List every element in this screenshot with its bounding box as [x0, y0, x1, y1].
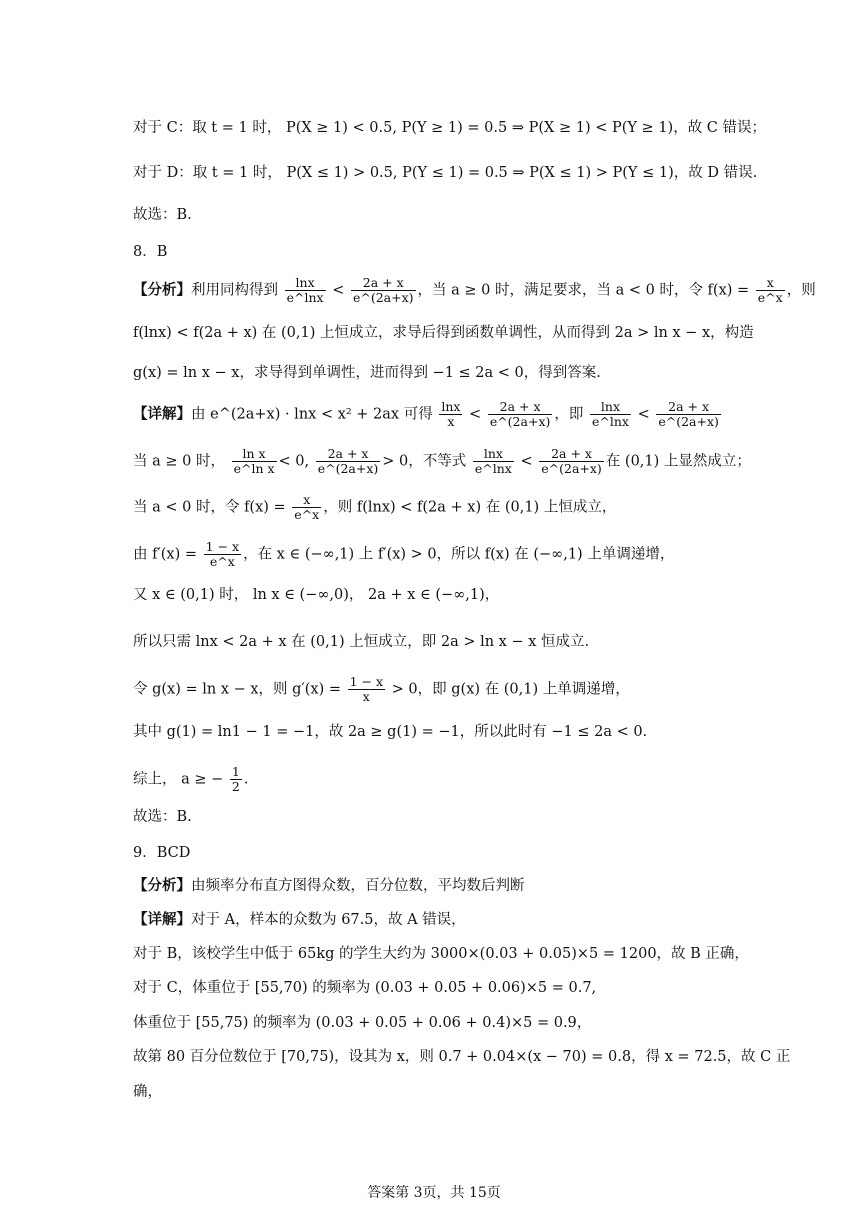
- text: ，当 a ≥ 0 时，满足要求，当 a < 0 时，令 f(x) =: [417, 282, 750, 299]
- q8-detail-2: [133, 447, 751, 476]
- fraction: $\frac{\ln x}{x}$: [441, 399, 461, 429]
- fraction: $\frac{2a + x}{e\^{}(2a+x)}$: [352, 275, 414, 305]
- q8-detail-5: 又 x ∈ (0,1) 时， ln x ∈ (−∞,0)， 2a + x ∈ (−∞,1)，: [133, 587, 500, 603]
- fraction: $\frac{x}{e\^{}x}$: [294, 492, 320, 522]
- q9-heading: 9．BCD: [133, 845, 191, 861]
- q9-c-2: 体重位于 [55,75) 的频率为 (0.03 + 0.05 + 0.06 + 0.4)×5 = 0.9，: [133, 1015, 592, 1031]
- text: ，不等式: [408, 453, 467, 470]
- fraction: $\frac{1 - x}{x}$: [349, 674, 384, 704]
- text: > 0: [382, 453, 409, 470]
- text: ，在 x ∈ (−∞,1) 上 f′(x) > 0，所以 f(x) 在 (−∞,1) 上单调递增，: [243, 546, 675, 563]
- text: 在 (0,1) 上显然成立；: [605, 453, 751, 470]
- line-d: 对于 D：取 t = 1 时， P(X ≤ 1) > 0.5, P(Y ≤ 1) = 0.5 ⇒ P(X ≤ 1) > P(Y ≤ 1)，故 D 错误.: [133, 165, 758, 181]
- q8-detail: [133, 400, 723, 429]
- fraction: $\frac{2a + x}{e\^{}(2a+x)}$: [317, 446, 379, 476]
- fraction: $\frac{2a + x}{e\^{}(2a+x)}$: [489, 399, 551, 429]
- text: ，则: [786, 282, 816, 299]
- page-footer: 答案第 3页，共 15页: [367, 1185, 501, 1201]
- text: ，即: [554, 406, 584, 423]
- text: <: [469, 406, 482, 423]
- text: 对于 A，样本的众数为 67.5，故 A 错误，: [191, 912, 466, 928]
- q9-c-4: 确，: [133, 1084, 162, 1100]
- q8-analysis-2: f(lnx) < f(2a + x) 在 (0,1) 上恒成立，求导后得到函数单调性，从而得到 2a > ln x − x，构造: [133, 325, 754, 341]
- q8-detail-4: [133, 540, 674, 569]
- detail-label: 【详解】: [133, 911, 191, 928]
- analysis-label: 【分析】: [133, 877, 191, 894]
- fraction: $\frac{2a + x}{e\^{}(2a+x)}$: [658, 399, 719, 429]
- text: 综上， a ≥ −: [133, 771, 224, 788]
- fraction: $\frac{1}{2}$: [231, 764, 240, 794]
- text: 令 g(x) = ln x − x，则 g′(x) =: [133, 681, 341, 698]
- text: 当 a < 0 时，令 f(x) =: [133, 499, 286, 516]
- q8-detail-7: [133, 675, 630, 704]
- q8-analysis: [133, 276, 816, 305]
- fraction: $\frac{1 - x}{e\^{}x}$: [205, 539, 240, 569]
- fraction: $\frac{2a + x}{e\^{}(2a+x)}$: [541, 446, 602, 476]
- fraction: $\frac{\ln x}{e\^{}\ln x}$: [591, 399, 629, 429]
- q9-b: 对于 B，该校学生中低于 65kg 的学生大约为 3000×(0.03 + 0.05)×5 = 1200，故 B 正确，: [133, 946, 749, 962]
- q8-conclusion: [133, 765, 248, 794]
- text: > 0，即 g(x) 在 (0,1) 上单调递增，: [391, 681, 630, 698]
- q8-detail-8: 其中 g(1) = ln1 − 1 = −1，故 2a ≥ g(1) = −1，所以此时有 −1 ≤ 2a < 0.: [133, 724, 648, 740]
- text: < 0,: [278, 453, 310, 470]
- text: 利用同构得到: [191, 282, 278, 299]
- q9-analysis: [133, 876, 525, 896]
- text: <: [637, 406, 650, 423]
- q8-heading: 8．B: [133, 244, 168, 260]
- answer-7: 故选：B.: [133, 207, 192, 223]
- q9-c-3: 故第 80 百分位数位于 [70,75)，设其为 x，则 0.7 + 0.04×(x − 70) = 0.8，得 x = 72.5，故 C 正: [133, 1049, 791, 1065]
- analysis-label: 【分析】: [133, 281, 191, 299]
- text: .: [243, 771, 249, 788]
- q9-detail: [133, 910, 466, 930]
- q8-analysis-3: g(x) = ln x − x，求导得到单调性，进而得到 −1 ≤ 2a < 0，得到答案.: [133, 365, 601, 381]
- detail-label: 【详解】: [133, 405, 191, 423]
- fraction: $\frac{\ln x}{e\^{}\ln x}$: [286, 275, 324, 305]
- text: <: [332, 282, 345, 299]
- text: 当 a ≥ 0 时，: [133, 453, 225, 470]
- text: 由频率分布直方图得众数，百分位数，平均数后判断: [191, 878, 525, 894]
- text: 由 e^(2a+x) · lnx < x² + 2ax 可得: [191, 406, 433, 423]
- answer-8: 故选：B.: [133, 809, 192, 825]
- fraction: $\frac{x}{e\^{}x}$: [757, 275, 783, 305]
- text: ，则 f(lnx) < f(2a + x) 在 (0,1) 上恒成立，: [323, 499, 617, 516]
- fraction: $\frac{\text{ln x}}{\text{e\textasciicircum{}ln x}}$: [233, 446, 275, 476]
- q8-detail-3: [133, 493, 616, 522]
- fraction: $\frac{\ln x}{e\^{}\ln x}$: [474, 446, 512, 476]
- q8-detail-6: 所以只需 lnx < 2a + x 在 (0,1) 上恒成立，即 2a > ln x − x 恒成立.: [133, 634, 590, 650]
- line-c: 对于 C：取 t = 1 时， P(X ≥ 1) < 0.5, P(Y ≥ 1) = 0.5 ⇒ P(X ≥ 1) < P(Y ≥ 1)，故 C 错误；: [133, 120, 767, 136]
- q9-c: 对于 C，体重位于 [55,70) 的频率为 (0.03 + 0.05 + 0.06)×5 = 0.7,: [133, 980, 597, 996]
- text: <: [520, 453, 533, 470]
- text: 由 f′(x) =: [133, 546, 198, 563]
